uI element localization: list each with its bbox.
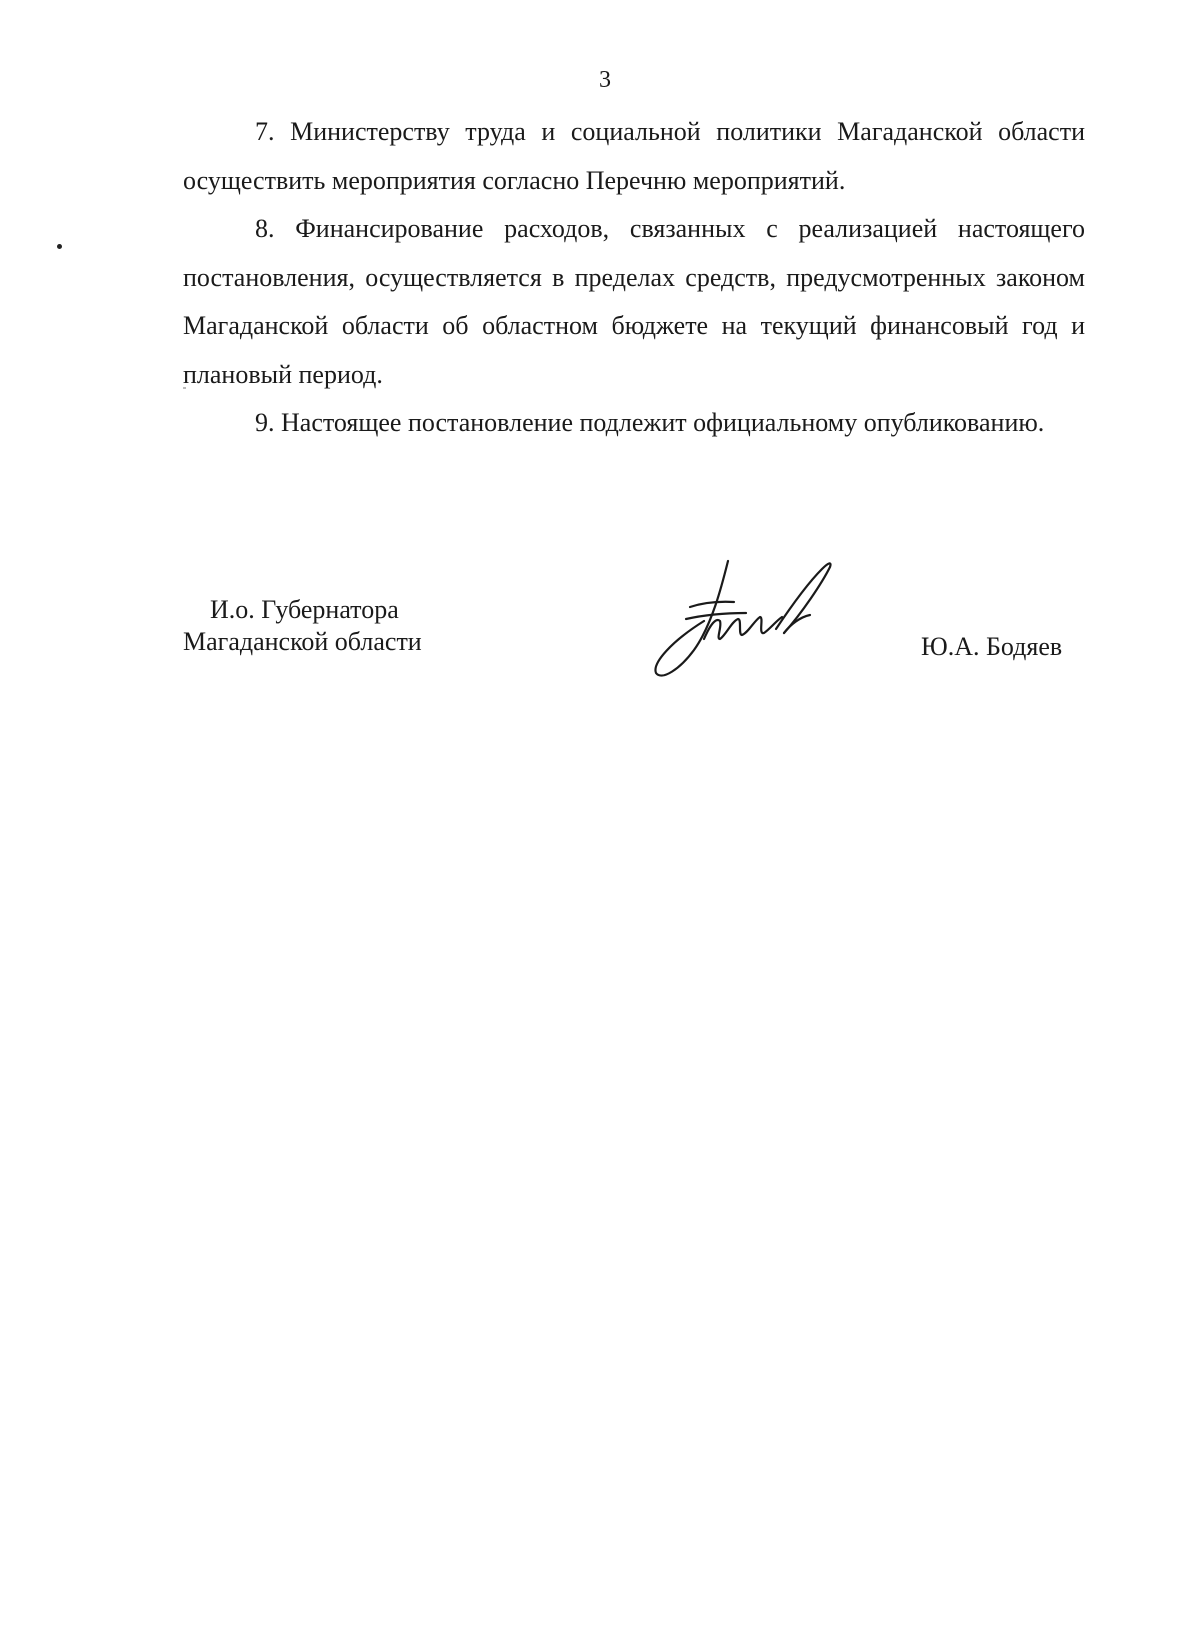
signatory-role: И.о. Губернатора — [210, 595, 399, 624]
paragraph-8: 8. Финансирование расходов, связанных с реализацией настоящего постановления, осуществляется в пределах средств, предусмотренных законом Магаданской области об областном бюджете на текущий финансовый год и плановый период. — [183, 214, 1085, 389]
paragraph-7: 7. Министерству труда и социальной политики Магаданской области осуществить мероприятия согласно Перечню мероприятий. — [183, 117, 1085, 195]
handwritten-signature — [650, 555, 860, 695]
signatory-title — [183, 594, 422, 658]
signatory-region: Магаданской области — [183, 627, 422, 656]
document-body — [183, 108, 1085, 448]
scan-artifact-dot — [57, 244, 62, 249]
page-number: 3 — [599, 67, 611, 93]
signatory-name: Ю.А. Бодяев — [921, 632, 1063, 661]
paragraph-9: 9. Настоящее постановление подлежит официальному опубликованию. — [255, 408, 1045, 437]
